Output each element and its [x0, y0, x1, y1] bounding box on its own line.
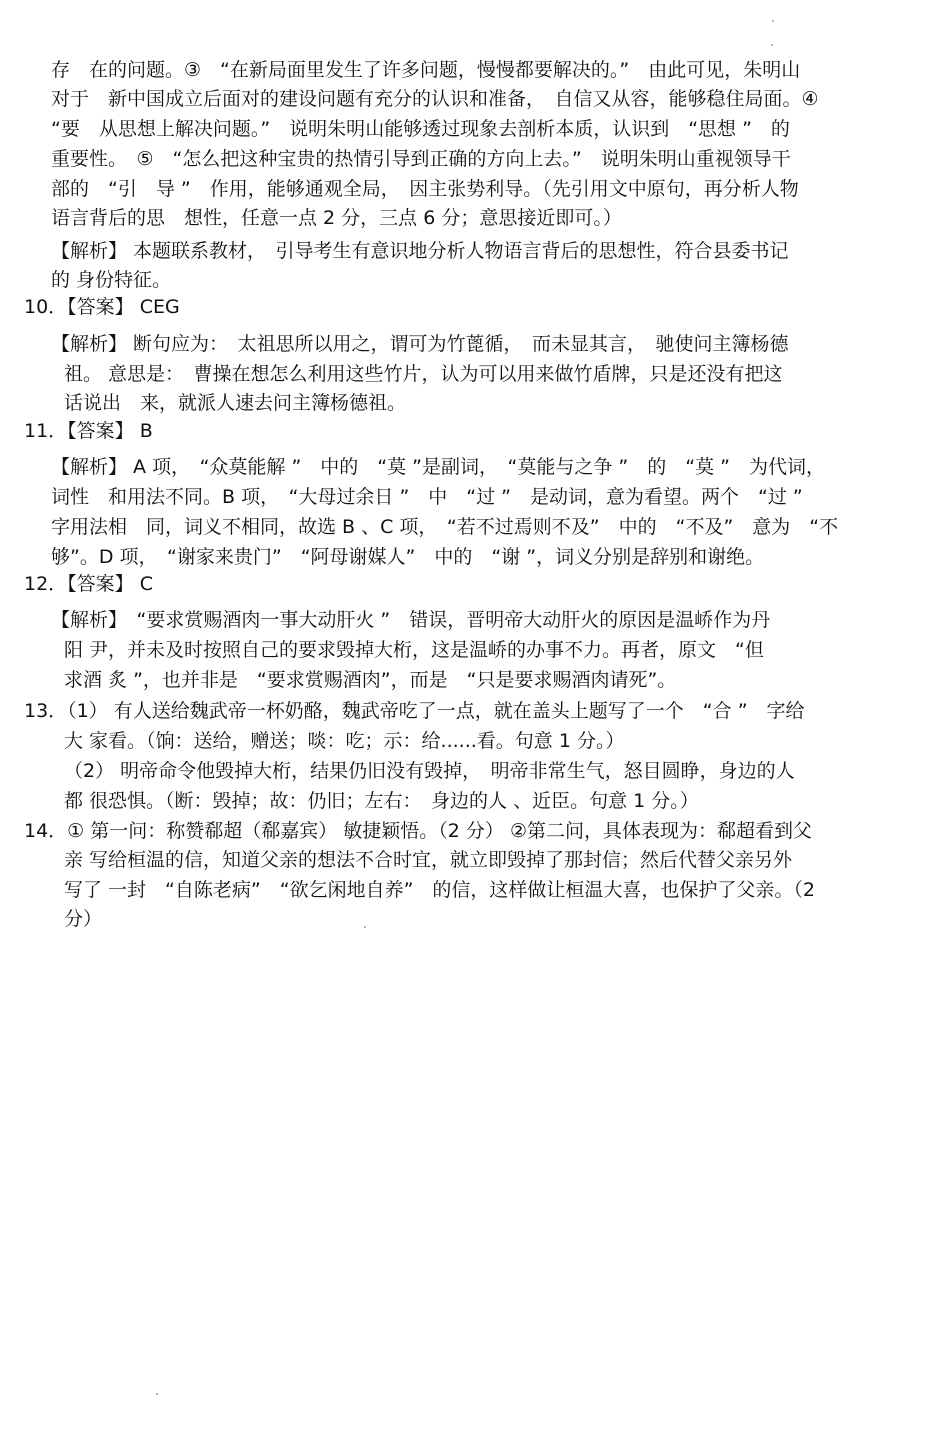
analysis-line: 的 身份特征。 — [51, 269, 172, 291]
answer-heading: 10．【答案】 CEG — [24, 296, 180, 318]
analysis-line: 词性 和用法不同。B 项， “大母过余日 ” 中 “过 ” 是动词，意为看望。两个 “过 ” — [51, 486, 803, 508]
answer-line: 亲 写给桓温的信，知道父亲的想法不合时宜，就立即毁掉了那封信；然后代替父亲另外 — [64, 849, 793, 871]
text-line: “要 从思想上解决问题。” 说明朱明山能够透过现象去剖析本质，认识到 “思想 ” 的 — [51, 118, 790, 140]
answer-line: 大 家看。（饷：送给，赠送；啖：吃；示：给......看。句意 1 分。） — [64, 730, 625, 752]
answer-heading: 13．（1） 有人送给魏武帝一杯奶酪，魏武帝吃了一点，就在盖头上题写了一个 “合 ” 字给 — [24, 700, 805, 722]
answer-line: 都 很恐惧。（断：毁掉；故：仍旧；左右： 身边的人 、近臣。句意 1 分。） — [64, 790, 699, 812]
answer-line: （2） 明帝命令他毁掉大桁，结果仍旧没有毁掉， 明帝非常生气，怒目圆睁，身边的人 — [64, 760, 795, 782]
analysis-line: 【解析】 断句应为： 太祖思所以用之，谓可为竹蓖循， 而未显其言， 驰使问主簿杨德 — [51, 333, 789, 355]
text-line: 部的 “引 导 ” 作用，能够通观全局， 因主张势利导。（先引用文中原句，再分析人物 — [51, 178, 799, 200]
answer-line: 分） — [64, 908, 103, 930]
analysis-line: 字用法相 同，词义不相同，故选 B 、C 项， “若不过焉则不及” 中的 “不及” 意为 “不 — [51, 516, 839, 538]
answer-line: 写了 一封 “自陈老病” “欲乞闲地自养” 的信，这样做让桓温大喜，也保护了父亲。（2 — [64, 879, 816, 901]
answer-heading: 14．① 第一问：称赞郗超（郗嘉宾） 敏捷颖悟。（2 分） ②第二问，具体表现为：郗超看到父 — [24, 820, 812, 842]
text-line: 对于 新中国成立后面对的建设问题有充分的认识和准备， 自信又从容，能够稳住局面。④ — [51, 88, 819, 110]
analysis-line: 求酒 炙 ”，也并非是 “要求赏赐酒肉”，而是 “只是要求赐酒肉请死”。 — [64, 669, 677, 691]
analysis-line: 【解析】 A 项， “众莫能解 ” 中的 “莫 ”是副词， “莫能与之争 ” 的 “莫 ” 为代词， — [51, 456, 825, 478]
text-line: 重要性。 ⑤ “怎么把这种宝贵的热情引导到正确的方向上去。” 说明朱明山重视领导干 — [51, 148, 791, 170]
text-line: 语言背后的思 想性，任意一点 2 分，三点 6 分；意思接近即可。） — [51, 207, 622, 229]
analysis-line: 祖。 意思是： 曹操在想怎么利用这些竹片，认为可以用来做竹盾牌，只是还没有把这 — [64, 363, 783, 385]
answer-heading: 12．【答案】 C — [24, 573, 153, 595]
analysis-line: 【解析】 本题联系教材， 引导考生有意识地分析人物语言背后的思想性，符合县委书记 — [51, 240, 789, 262]
analysis-line: 话说出 来，就派人速去问主簿杨德祖。 — [64, 392, 407, 414]
analysis-line: 够”。D 项， “谢家来贵门” “阿母谢媒人” 中的 “谢 ”，词义分别是辞别和谢绝。 — [51, 546, 765, 568]
analysis-line: 阳 尹，并未及时按照自己的要求毁掉大桁，这是温峤的办事不力。再者，原文 “但 — [64, 639, 764, 661]
analysis-line: 【解析】 “要求赏赐酒肉一事大动肝火 ” 错误，晋明帝大动肝火的原因是温峤作为丹 — [51, 609, 771, 631]
text-line: 存 在的问题。③ “在新局面里发生了许多问题，慢慢都要解决的。” 由此可见，朱明山 — [51, 59, 801, 81]
answer-heading: 11．【答案】 B — [24, 420, 153, 442]
